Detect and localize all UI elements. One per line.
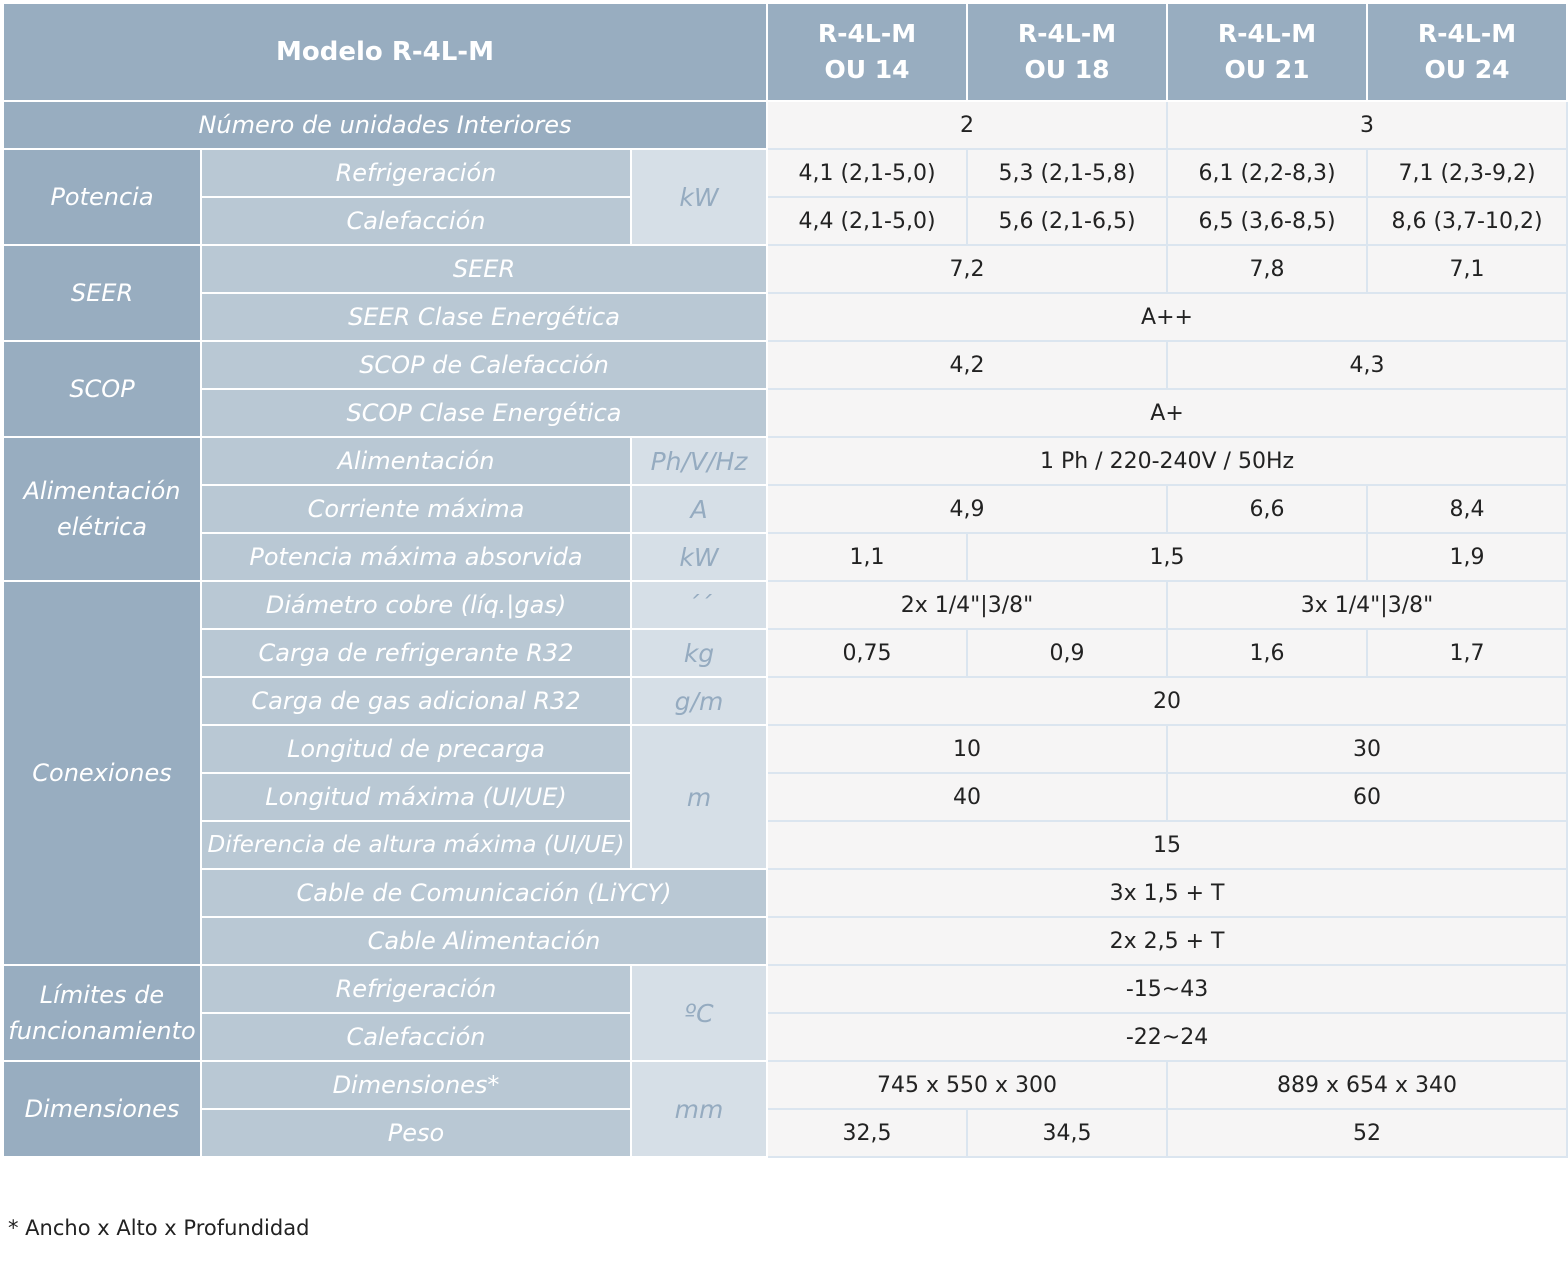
table-row [3,1013,1567,1061]
value-cell: 32,5 [767,1109,967,1157]
row-label: Número de unidades Interiores [3,101,767,149]
row-label: Refrigeración [201,149,631,197]
table-row [3,485,1567,533]
table-row [3,677,1567,725]
row-label: Longitud de precarga [201,725,631,773]
value-cell: 8,6 (3,7-10,2) [1367,197,1567,245]
spec-table [2,2,1568,1158]
value-cell: 0,75 [767,629,967,677]
value-cell: 4,1 (2,1-5,0) [767,149,967,197]
unit-cell: g/m [631,677,767,725]
value-cell: 2x 1/4"|3/8" [767,581,1167,629]
table-row [3,917,1567,965]
table-row [3,869,1567,917]
unit-cell: mm [631,1061,767,1157]
value-cell: A+ [767,389,1567,437]
table-row [3,245,1567,293]
table-row [3,725,1567,773]
value-cell: 1,5 [967,533,1367,581]
table-row [3,1109,1567,1157]
model-header: R-4L-M OU 24 [1367,3,1567,101]
table-row [3,101,1567,149]
value-cell: 7,1 (2,3-9,2) [1367,149,1567,197]
value-cell: A++ [767,293,1567,341]
unit-cell: A [631,485,767,533]
value-cell: 5,6 (2,1-6,5) [967,197,1167,245]
table-row [3,965,1567,1013]
value-cell: 3x 1,5 + T [767,869,1567,917]
model-header: R-4L-M OU 14 [767,3,967,101]
row-label: SCOP de Calefacción [201,341,767,389]
value-cell: 4,3 [1167,341,1567,389]
footnote: * Ancho x Alto x Profundidad [8,1216,310,1240]
value-cell: 4,4 (2,1-5,0) [767,197,967,245]
group-label: Potencia [3,149,201,245]
table-row [3,293,1567,341]
table-row [3,773,1567,821]
value-cell: 7,2 [767,245,1167,293]
table-row [3,341,1567,389]
row-label: Dimensiones* [201,1061,631,1109]
row-label: SEER Clase Energética [201,293,767,341]
value-cell: 889 x 654 x 340 [1167,1061,1567,1109]
value-cell: 6,5 (3,6-8,5) [1167,197,1367,245]
value-cell: 6,6 [1167,485,1367,533]
table-row [3,821,1567,869]
table-row [3,197,1567,245]
unit-cell: kW [631,149,767,245]
unit-cell: m [631,725,767,869]
table-row [3,1061,1567,1109]
model-header: R-4L-M OU 21 [1167,3,1367,101]
value-cell: 3 [1167,101,1567,149]
value-cell: 4,9 [767,485,1167,533]
row-label: Calefacción [201,1013,631,1061]
value-cell: 7,1 [1367,245,1567,293]
row-label: Carga de gas adicional R32 [201,677,631,725]
group-label: Límites de funcionamiento [3,965,201,1061]
value-cell: -22~24 [767,1013,1567,1061]
value-cell: 5,3 (2,1-5,8) [967,149,1167,197]
value-cell: 7,8 [1167,245,1367,293]
value-cell: 1,7 [1367,629,1567,677]
unit-cell: ºC [631,965,767,1061]
value-cell: 34,5 [967,1109,1167,1157]
row-label: Corriente máxima [201,485,631,533]
value-cell: 20 [767,677,1567,725]
value-cell: 40 [767,773,1167,821]
row-label: Potencia máxima absorvida [201,533,631,581]
row-label: Calefacción [201,197,631,245]
value-cell: 1,9 [1367,533,1567,581]
row-label: Cable Alimentación [201,917,767,965]
value-cell: 10 [767,725,1167,773]
value-cell: 4,2 [767,341,1167,389]
group-label: SCOP [3,341,201,437]
value-cell: 0,9 [967,629,1167,677]
table-title: Modelo R-4L-M [3,3,767,101]
model-header: R-4L-M OU 18 [967,3,1167,101]
header-row [3,3,1567,101]
row-label: Alimentación [201,437,631,485]
table-row [3,389,1567,437]
group-label: Conexiones [3,581,201,965]
value-cell: 745 x 550 x 300 [767,1061,1167,1109]
value-cell: 2 [767,101,1167,149]
row-label: Cable de Comunicación (LiYCY) [201,869,767,917]
value-cell: 30 [1167,725,1567,773]
value-cell: 3x 1/4"|3/8" [1167,581,1567,629]
table-row [3,533,1567,581]
value-cell: 1,6 [1167,629,1367,677]
row-label: Diferencia de altura máxima (UI/UE) [201,821,631,869]
unit-cell: ´´ [631,581,767,629]
row-label: Diámetro cobre (líq.|gas) [201,581,631,629]
row-label: Carga de refrigerante R32 [201,629,631,677]
group-label: Dimensiones [3,1061,201,1157]
table-row [3,149,1567,197]
value-cell: 1 Ph / 220-240V / 50Hz [767,437,1567,485]
unit-cell: Ph/V/Hz [631,437,767,485]
value-cell: 6,1 (2,2-8,3) [1167,149,1367,197]
group-label: SEER [3,245,201,341]
row-label: Refrigeración [201,965,631,1013]
table-row [3,629,1567,677]
unit-cell: kg [631,629,767,677]
value-cell: 60 [1167,773,1567,821]
value-cell: 2x 2,5 + T [767,917,1567,965]
value-cell: 52 [1167,1109,1567,1157]
unit-cell: kW [631,533,767,581]
value-cell: -15~43 [767,965,1567,1013]
table-row [3,437,1567,485]
row-label: Peso [201,1109,631,1157]
value-cell: 8,4 [1367,485,1567,533]
value-cell: 15 [767,821,1567,869]
value-cell: 1,1 [767,533,967,581]
group-label: Alimentación elétrica [3,437,201,581]
row-label: Longitud máxima (UI/UE) [201,773,631,821]
row-label: SEER [201,245,767,293]
row-label: SCOP Clase Energética [201,389,767,437]
table-row [3,581,1567,629]
